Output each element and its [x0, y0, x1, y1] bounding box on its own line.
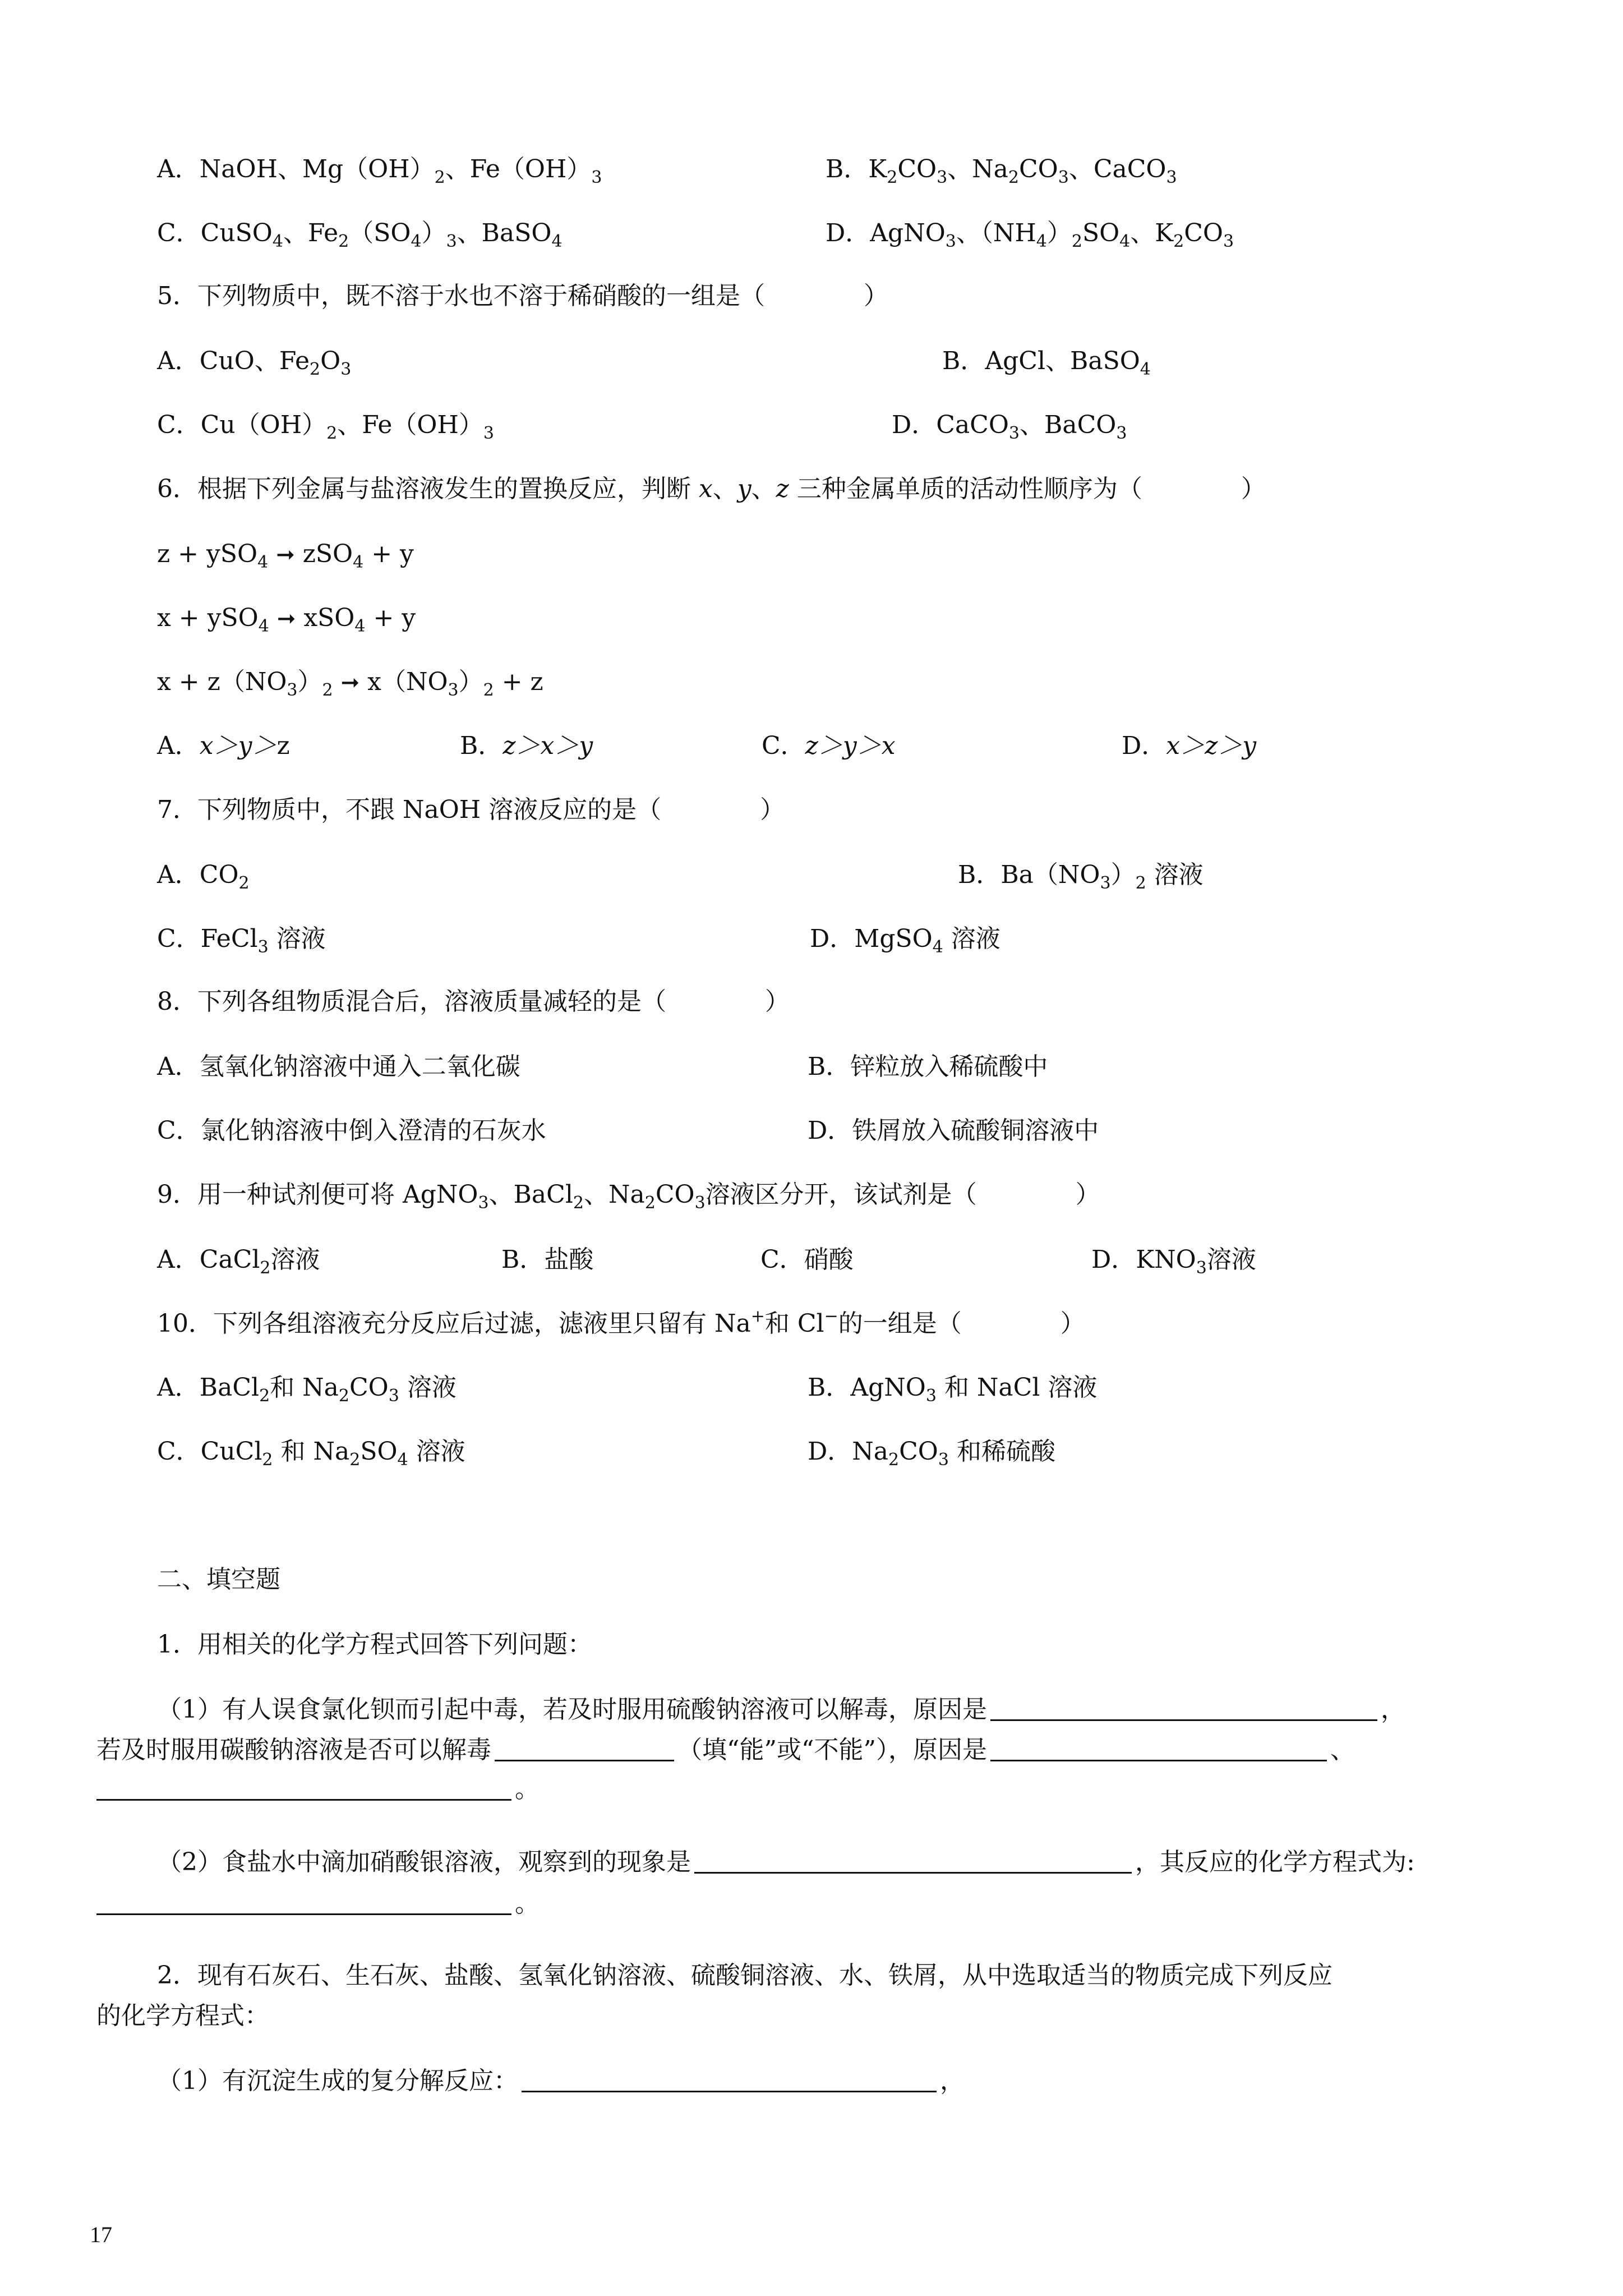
answer-blank[interactable]: [990, 1735, 1327, 1761]
q5-option-c: C．$Cu(OH)_2$、$Fe(OH)_3$: [157, 411, 494, 443]
q9-stem: 9．用一种试剂便可将 AgNO$_3$、BaCl$_2$、$Na_2CO_3$溶液区分开，该试剂是（ ）: [157, 1180, 1100, 1213]
q5-option-a: A．CuO、$Fe_2O_3$: [157, 347, 352, 379]
answer-blank[interactable]: [522, 2066, 937, 2092]
q6-stem: 6．根据下列金属与盐溶液发生的置换反应，判断 x、y、z 三种金属单质的活动性顺序为（ ）: [157, 475, 1266, 503]
section-title: 二、填空题: [157, 1565, 280, 1594]
q10-option-b: B．AgNO$_3$ 和 NaCl 溶液: [808, 1373, 1098, 1406]
q8-stem: 8．下列各组物质混合后，溶液质量减轻的是（ ）: [157, 987, 790, 1016]
fill-q1-part1-line2: 若及时服用碳酸钠溶液是否可以解毒 （填“能”或“不能”），原因是 、: [96, 1736, 1355, 1764]
answer-blank[interactable]: [495, 1735, 674, 1761]
arrow-icon: ➞: [340, 670, 360, 696]
q6-equation-3: $x + z(NO_3)_2$ ➞ $x(NO_3)_2 + z$: [157, 668, 543, 700]
q5-option-b: B．AgCl、BaSO$_4$: [942, 347, 1151, 379]
q4-option-b: B．$K_2CO_3$、$Na_2CO_3$、CaCO$_3$: [826, 155, 1177, 187]
q10-option-d: D．$Na_2CO_3$ 和稀硫酸: [808, 1437, 1055, 1470]
q6-equation-2: x + ySO$_4$ ➞ xSO$_4$ + y: [157, 604, 416, 636]
q6-option-a: A．x＞y＞z: [157, 731, 290, 760]
q8-option-c: C．氯化钠溶液中倒入澄清的石灰水: [157, 1116, 546, 1145]
q10-option-c: C．CuCl$_2$ 和 $Na_2SO_4$ 溶液: [157, 1437, 465, 1470]
q10-stem: 10．下列各组溶液充分反应后过滤，滤液里只留有 Na+和 Cl−的一组是（ ）: [157, 1306, 1085, 1338]
arrow-icon: ➞: [276, 606, 296, 632]
q9-option-d: D．$KNO_3$溶液: [1091, 1245, 1256, 1278]
q8-option-d: D．铁屑放入硫酸铜溶液中: [808, 1116, 1099, 1145]
arrow-icon: ➞: [276, 542, 295, 568]
answer-blank[interactable]: [96, 1774, 511, 1801]
fill-q1-part1-line3: 。: [96, 1773, 540, 1806]
q7-stem: 7．下列物质中，不跟 NaOH 溶液反应的是（ ）: [157, 795, 785, 824]
answer-blank[interactable]: [694, 1847, 1132, 1874]
q9-option-c: C．硝酸: [760, 1245, 854, 1274]
q5-stem: 5．下列物质中，既不溶于水也不溶于稀硝酸的一组是（ ）: [157, 282, 888, 310]
fill-q2-stem-line1: 2．现有石灰石、生石灰、盐酸、氢氧化钠溶液、硫酸铜溶液、水、铁屑，从中选取适当的物质完成下列反应: [157, 1961, 1332, 1990]
q6-equation-1: z + ySO$_4$ ➞ zSO$_4$ + y: [157, 540, 414, 572]
q4-option-a: A．NaOH、$Mg(OH)_2$、$Fe(OH)_3$: [157, 155, 602, 187]
answer-blank[interactable]: [96, 1889, 511, 1915]
q4-option-d: D．AgNO$_3$、$(NH_4)_2SO_4$、$K_2CO_3$: [826, 219, 1234, 251]
q5-option-d: D．CaCO$_3$、BaCO$_3$: [892, 411, 1127, 443]
fill-q1-part1-line1: （1）有人误食氯化钡而引起中毒，若及时服用硫酸钠溶液可以解毒，原因是 ，: [157, 1695, 1405, 1724]
q6-option-d: D．x＞z＞y: [1122, 731, 1257, 760]
q10-option-a: A．BaCl$_2$和 $Na_2CO_3$ 溶液: [157, 1373, 457, 1406]
fill-q1-part2-line2: 。: [96, 1887, 540, 1921]
q4-option-c: C．CuSO$_4$、$Fe_2(SO_4)_3$、BaSO$_4$: [157, 219, 562, 251]
q8-option-a: A．氢氧化钠溶液中通入二氧化碳: [157, 1052, 520, 1081]
fill-q2-stem-line2: 的化学方程式：: [96, 2001, 269, 2030]
q7-option-b: B．$Ba(NO_3)_2$ 溶液: [958, 861, 1204, 893]
fill-q1-stem: 1．用相关的化学方程式回答下列问题：: [157, 1630, 592, 1659]
q7-option-d: D．MgSO$_4$ 溶液: [810, 924, 1000, 957]
q6-option-b: B．z＞x＞y: [460, 731, 593, 760]
q7-option-a: A．$CO_2$: [157, 861, 250, 893]
q9-option-a: A．CaCl$_2$溶液: [157, 1245, 320, 1278]
q6-option-c: C．z＞y＞x: [762, 731, 896, 760]
page-number: 17: [90, 2222, 112, 2247]
q8-option-b: B．锌粒放入稀硫酸中: [808, 1052, 1048, 1081]
fill-q1-part2-line1: （2）食盐水中滴加硝酸银溶液，观察到的现象是 ，其反应的化学方程式为:: [157, 1848, 1415, 1876]
answer-blank[interactable]: [990, 1695, 1377, 1721]
q9-option-b: B．盐酸: [501, 1245, 594, 1274]
fill-q2-part1: （1）有沉淀生成的复分解反应： ，: [157, 2067, 965, 2095]
q7-option-c: C．FeCl$_3$ 溶液: [157, 924, 326, 957]
